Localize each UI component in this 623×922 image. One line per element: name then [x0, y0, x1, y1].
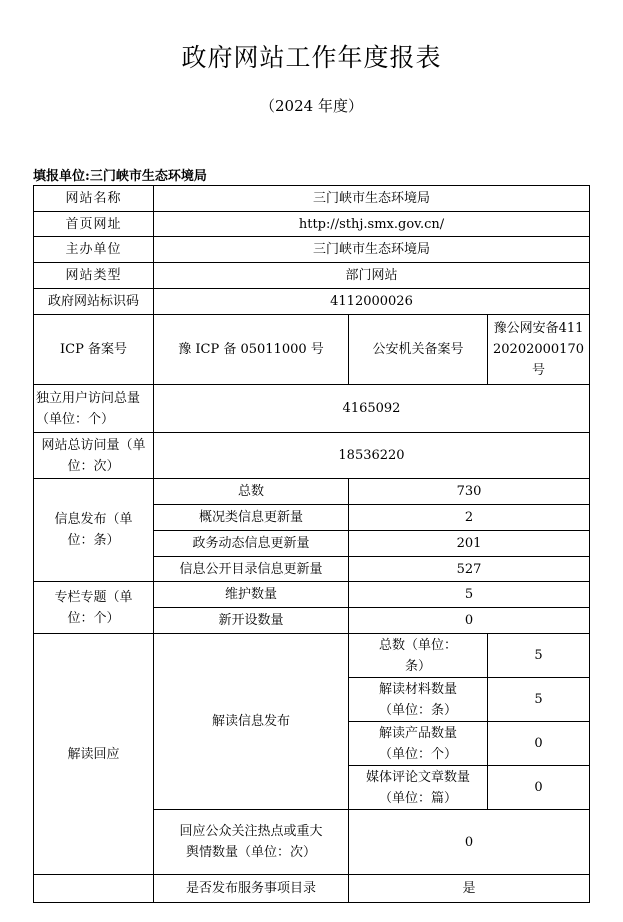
unique-visitors-value: 4165092 [154, 385, 590, 433]
info-item-label: 总数 [154, 479, 349, 505]
icp-label: ICP 备案号 [34, 315, 154, 385]
homepage-value: http://sthj.smx.gov.cn/ [154, 212, 590, 237]
service-blank-cell [34, 875, 154, 903]
police-record-value: 豫公网安备41120202000170 号 [488, 315, 590, 385]
report-table [33, 185, 590, 903]
table-row [34, 263, 590, 289]
site-id-value: 4112000026 [154, 289, 590, 315]
column-item-value: 5 [349, 582, 590, 608]
interp-item-label: 解读材料数量（单位：条） [349, 678, 488, 722]
unique-visitors-label: 独立用户访问总量（单位：个） [34, 385, 154, 433]
table-row [34, 433, 590, 479]
info-item-label: 概况类信息更新量 [154, 505, 349, 531]
site-type-label: 网站类型 [34, 263, 154, 289]
info-publish-label: 信息发布（单位：条） [34, 479, 154, 582]
interp-item-value: 5 [488, 678, 590, 722]
info-item-value: 730 [349, 479, 590, 505]
interp-item-label: 媒体评论文章数量（单位：篇） [349, 766, 488, 810]
filler-unit [33, 165, 207, 184]
sponsor-value: 三门峡市生态环境局 [154, 237, 590, 263]
table-row [34, 186, 590, 212]
police-record-label: 公安机关备案号 [349, 315, 488, 385]
site-type-value: 部门网站 [154, 263, 590, 289]
interp-item-value: 0 [488, 766, 590, 810]
interp-item-label: 总数（单位：条） [349, 634, 488, 678]
table-row [34, 212, 590, 237]
table-row [34, 875, 590, 903]
site-id-label: 政府网站标识码 [34, 289, 154, 315]
total-visits-value: 18536220 [154, 433, 590, 479]
table-row [34, 289, 590, 315]
page-title: 政府网站工作年度报表 [181, 43, 442, 72]
interp-item-value: 5 [488, 634, 590, 678]
info-item-label: 信息公开目录信息更新量 [154, 557, 349, 582]
site-name-label: 网站名称 [34, 186, 154, 212]
homepage-label: 首页网址 [34, 212, 154, 237]
table-row [34, 634, 590, 678]
table-row [34, 237, 590, 263]
table-row [34, 385, 590, 433]
table-row [34, 582, 590, 608]
hotspot-value: 0 [349, 810, 590, 875]
table-row [34, 315, 590, 385]
filler-value: 三门峡市生态环境局 [89, 169, 207, 184]
info-item-value: 2 [349, 505, 590, 531]
info-item-value: 201 [349, 531, 590, 557]
site-name-value: 三门峡市生态环境局 [154, 186, 590, 212]
interpretation-sub-label: 解读信息发布 [154, 634, 349, 810]
icp-value: 豫 ICP 备 05011000 号 [154, 315, 349, 385]
sponsor-label: 主办单位 [34, 237, 154, 263]
filler-label: 填报单位: [33, 169, 90, 184]
column-item-value: 0 [349, 608, 590, 634]
table-row [34, 479, 590, 505]
total-visits-label: 网站总访问量（单位：次） [34, 433, 154, 479]
column-item-label: 新开设数量 [154, 608, 349, 634]
service-value: 是 [349, 875, 590, 903]
columns-label: 专栏专题（单位：个） [34, 582, 154, 634]
report-year: （2024 年度） [260, 97, 363, 115]
hotspot-label: 回应公众关注热点或重大舆情数量（单位：次） [154, 810, 349, 875]
service-label: 是否发布服务事项目录 [154, 875, 349, 903]
column-item-label: 维护数量 [154, 582, 349, 608]
info-item-label: 政务动态信息更新量 [154, 531, 349, 557]
interp-item-value: 0 [488, 722, 590, 766]
info-item-value: 527 [349, 557, 590, 582]
interp-item-label: 解读产品数量（单位：个） [349, 722, 488, 766]
interpretation-label: 解读回应 [34, 634, 154, 875]
